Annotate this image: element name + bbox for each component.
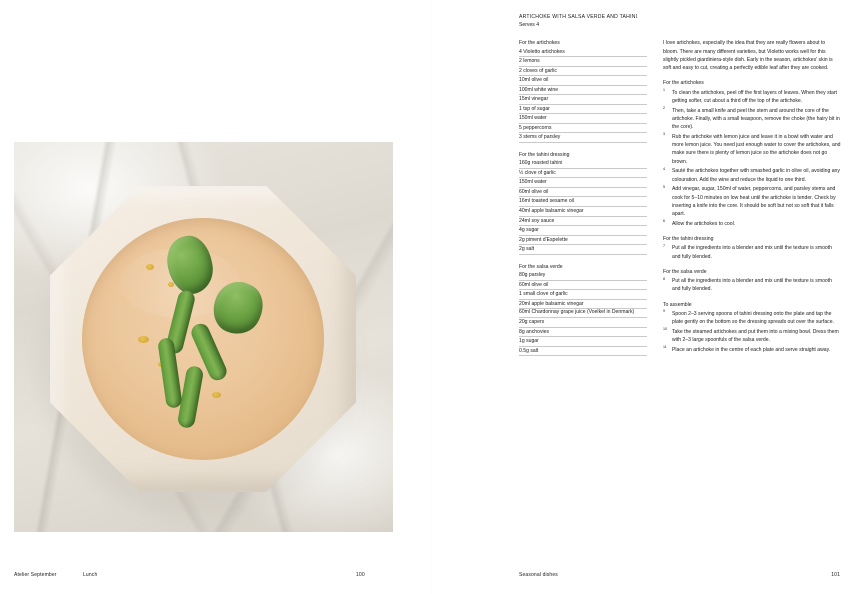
step-text: To clean the artichokes, peel off the first layers of leaves. When they start getting softer, cut about a third off the top of the artichoke. <box>672 89 837 104</box>
ingredient-item: 60ml Chardonnay grape juice (Voelkel in Denmark) <box>519 309 647 318</box>
method-step <box>663 133 841 166</box>
page-number-right: 101 <box>831 572 840 578</box>
ingredient-item: 60ml olive oil <box>519 188 647 198</box>
ingredients-column <box>519 39 647 364</box>
method-section-heading: For the artichokes <box>663 80 704 87</box>
recipe-intro: I love artichokes, especially the idea that they are really flowers about to bloom. There are many different varieties, but Violetto works well for this slightly pickled giardiniera-style dish. Early in the season, artichokes' skin is soft and easy to cut, creating a perfectly edible leaf after they are cooked. <box>663 40 833 72</box>
step-number: 7 <box>663 243 665 248</box>
step-text: Rub the artichoke with lemon juice and leave it in a bowl with water and more lemon juice. You need just enough water to cover the artichokes, and make sure there is plenty of lemon juice so the artichoke does not go brown. <box>672 133 841 165</box>
ingredient-item: 80g parsley <box>519 271 647 281</box>
method-section-heading: For the salsa verde <box>663 268 707 275</box>
step-text: Put all the ingredients into a blender and mix until the texture is smooth and fully blended. <box>672 245 832 260</box>
ingredient-item: 1 tsp of sugar <box>519 105 647 115</box>
ingredient-item: 20g capers <box>519 318 647 328</box>
step-text: Spoon 2–3 serving spoons of tahini dressing onto the plate and tap the plate gently on the bottom so the dressing spreads out over the surface. <box>672 310 834 326</box>
ingredient-item: 40ml apple balsamic vinegar <box>519 207 647 217</box>
step-number: 3 <box>663 132 665 137</box>
ingredient-group <box>519 263 647 357</box>
recipe-title: ARTICHOKE WITH SALSA VERDE AND TAHINI <box>519 14 638 20</box>
ingredient-item: 150ml water <box>519 114 647 124</box>
method-step <box>663 220 841 228</box>
ingredient-item: 1 small clove of garlic <box>519 290 647 300</box>
step-text: Place an artichoke in the centre of each plate and serve straight away. <box>672 346 831 353</box>
step-text: Put all the ingredients into a blender and mix until the texture is smooth and fully blended. <box>672 278 832 293</box>
right-page <box>430 0 860 594</box>
recipe-serves: Serves 4 <box>519 21 540 28</box>
step-number: 10 <box>663 327 667 332</box>
ingredient-group <box>519 151 647 255</box>
ingredient-item: 24ml soy sauce <box>519 217 647 227</box>
method-step <box>663 310 841 327</box>
oil-droplet <box>168 282 174 287</box>
method-step-list <box>663 244 841 261</box>
step-number: 1 <box>663 88 665 93</box>
ingredient-group <box>519 39 647 143</box>
ingredient-item: 3 stems of parsley <box>519 133 647 143</box>
footer-brand: Atelier September <box>14 572 57 578</box>
octagonal-plate <box>50 186 356 492</box>
ingredient-item: 160g roasted tahini <box>519 159 647 169</box>
ingredient-item: 4g sugar <box>519 226 647 236</box>
ingredient-item: 150ml water <box>519 178 647 188</box>
step-text: Add vinegar, sugar, 150ml of water, peppercorns, and parsley stems and cook for 5–10 minutes on low heat until the artichoke is tender. Check by inserting a knife into the core. It should be soft but not so soft that it falls apart. <box>672 186 836 218</box>
step-number: 9 <box>663 309 665 314</box>
ingredient-item: 15ml vinegar <box>519 95 647 105</box>
method-step <box>663 346 841 354</box>
step-text: Allow the artichokes to cool. <box>672 220 736 227</box>
method-step-list <box>663 310 841 354</box>
method-section-heading: To assemble <box>663 301 692 308</box>
method-step <box>663 89 841 106</box>
step-number: 5 <box>663 184 665 189</box>
oil-droplet <box>138 336 149 343</box>
ingredient-item: 100ml white wine <box>519 86 647 96</box>
step-number: 8 <box>663 276 665 281</box>
ingredient-item: 2g salt <box>519 245 647 255</box>
ingredient-item: 2 lemons <box>519 57 647 67</box>
footer-section-left: Lunch <box>83 572 98 578</box>
method-step <box>663 107 841 132</box>
ingredient-item: 2g piment d'Espelette <box>519 236 647 246</box>
step-text: Take the steamed artichokes and put them into a mixing bowl. Dress them with 2–3 large spoonfuls of the salsa verde. <box>672 328 839 344</box>
step-number: 11 <box>663 345 667 350</box>
method-step <box>663 185 841 218</box>
oil-droplet <box>212 392 221 398</box>
oil-droplet <box>146 264 154 270</box>
ingredient-group-heading: For the artichokes <box>519 40 560 47</box>
method-step-list <box>663 277 841 294</box>
ingredient-group-heading: For the salsa verde <box>519 263 563 270</box>
step-number: 4 <box>663 166 665 171</box>
step-text: Then, take a small knife and peel the stem and around the core of the artichoke. Finally, with a small teaspoon, remove the choke (the hairy bit in the core). <box>672 107 840 131</box>
dish-photograph <box>14 142 393 532</box>
ingredient-item: ½ clove of garlic <box>519 169 647 179</box>
footer-section-right: Seasonal dishes <box>519 572 558 578</box>
ingredient-item: 5 peppercorns <box>519 124 647 134</box>
ingredient-item: 8g anchovies <box>519 328 647 338</box>
method-step <box>663 277 841 294</box>
method-section-heading: For the tahini dressing <box>663 236 714 243</box>
page-number-left: 100 <box>356 572 365 578</box>
method-step <box>663 328 841 345</box>
ingredient-item: 60ml olive oil <box>519 281 647 291</box>
ingredient-item: 10ml olive oil <box>519 76 647 86</box>
ingredient-item: 1g sugar <box>519 337 647 347</box>
ingredient-item: 0.5g salt <box>519 347 647 357</box>
ingredient-item: 2 cloves of garlic <box>519 67 647 77</box>
step-number: 6 <box>663 219 665 224</box>
ingredient-item: 16ml toasted sesame oil <box>519 197 647 207</box>
method-step <box>663 244 841 261</box>
method-step-list <box>663 89 841 229</box>
method-step <box>663 167 841 184</box>
ingredient-group-heading: For the tahini dressing <box>519 152 570 158</box>
ingredient-item: 20ml apple balsamic vinegar <box>519 300 647 310</box>
step-text: Sauté the artichokes together with smashed garlic in olive oil, avoiding any colouration. Add the wine and reduce the liquid to one third. <box>672 168 840 183</box>
step-number: 2 <box>663 106 665 111</box>
method-column <box>663 39 841 361</box>
ingredient-item: 4 Violetto artichokes <box>519 48 647 58</box>
